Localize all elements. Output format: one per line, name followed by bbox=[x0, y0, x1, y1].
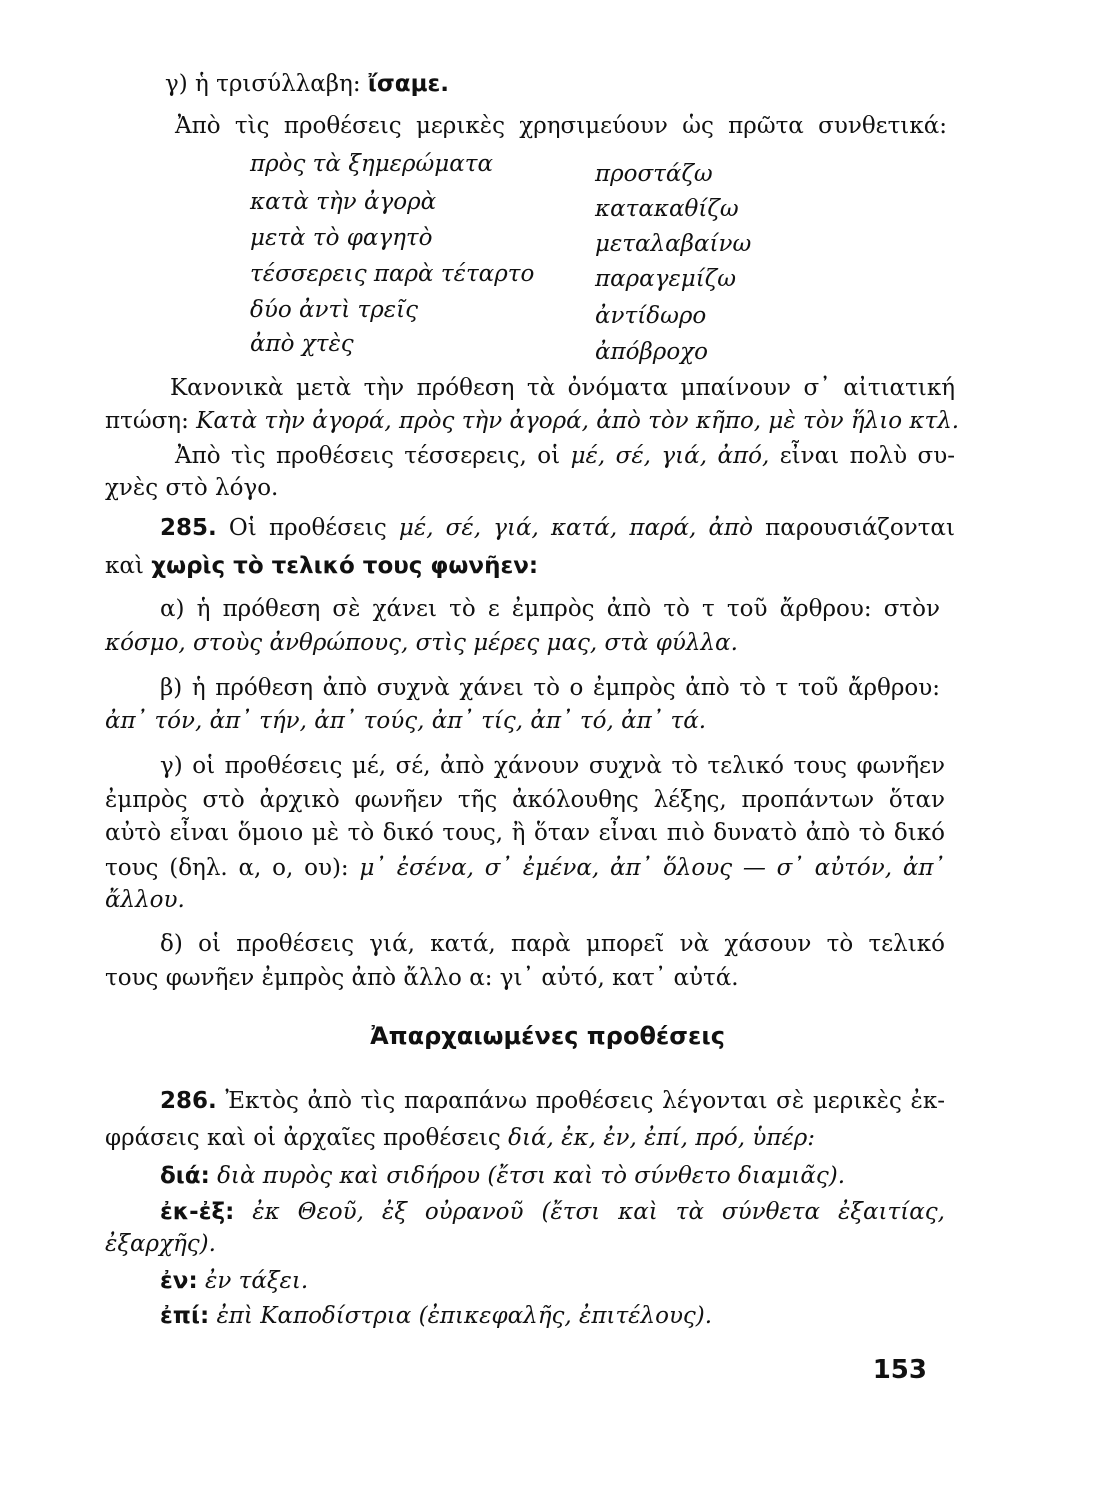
paragraph-285-line-1: 285. Οἱ προθέσεις μέ, σέ, γιά, κατά, παρά, ἀπὸ παρουσιάζονται bbox=[160, 515, 955, 541]
example-compound: ἀντίδωρο bbox=[595, 303, 707, 329]
example-compound: μεταλαβαίνω bbox=[595, 231, 752, 257]
page-number: 153 bbox=[872, 1355, 927, 1385]
example-compound: προστάζω bbox=[595, 161, 713, 187]
rule-c-line-4: τους (δηλ. α, ο, ου): μ᾿ ἐσένα, σ᾿ ἐμένα, ἀπ᾿ ὅλους — σ᾿ αὐτόν, ἀπ᾿ bbox=[105, 855, 946, 881]
rule-c-line-5: ἄλλου. bbox=[105, 887, 185, 913]
example-phrase: πρὸς τὰ ξημερώματα bbox=[250, 151, 493, 177]
rule-b-line-2: ἀπ᾿ τόν, ἀπ᾿ τήν, ἀπ᾿ τούς, ἀπ᾿ τίς, ἀπ᾿ τό, ἀπ᾿ τά. bbox=[105, 708, 707, 734]
example-phrase: τέσσερεις παρὰ τέταρτο bbox=[250, 261, 535, 287]
entry-en: ἐν: ἐν τάξει. bbox=[160, 1268, 309, 1294]
paragraph-286-line-1: 286. Ἐκτὸς ἀπὸ τὶς παραπάνω προθέσεις λέγονται σὲ μερικὲς ἐκ- bbox=[160, 1088, 945, 1114]
rule-c-line-2: ἐμπρὸς στὸ ἀρχικὸ φωνῆεν τῆς ἀκόλουθης λέξης, προπάντων ὅταν bbox=[105, 787, 945, 813]
line-ptosi: πτώση: Κατὰ τὴν ἀγορά, πρὸς τὴν ἀγορά, ἀπὸ τὸν κῆπο, μὲ τὸν ἥλιο κτλ. bbox=[105, 408, 960, 434]
line-four-prepositions: Ἀπὸ τὶς προθέσεις τέσσερεις, οἱ μέ, σέ, γιά, ἀπό, εἶναι πολὺ συ- bbox=[175, 443, 956, 469]
example-phrase: μετὰ τὸ φαγητὸ bbox=[250, 225, 433, 251]
line-compounds-intro: Ἀπὸ τὶς προθέσεις μερικὲς χρησιμεύουν ὡς πρῶτα συνθετικά: bbox=[175, 113, 947, 139]
example-compound: ἀπόβροχο bbox=[595, 339, 708, 365]
line-accusative: Κανονικὰ μετὰ τὴν πρόθεση τὰ ὀνόματα μπαίνουν σ᾿ αἰτιατική bbox=[170, 375, 955, 401]
section-heading: Ἀπαρχαιωμένες προθέσεις bbox=[370, 1022, 725, 1050]
rule-a-line-1: α) ἡ πρόθεση σὲ χάνει τὸ ε ἐμπρὸς ἀπὸ τὸ τ τοῦ ἄρθρου: στὸν bbox=[160, 596, 940, 622]
entry-dia: διά: διὰ πυρὸς καὶ σιδήρου (ἔτσι καὶ τὸ σύνθετο διαμιᾶς). bbox=[160, 1163, 846, 1189]
rule-c-line-1: γ) οἱ προθέσεις μέ, σέ, ἀπὸ χάνουν συχνὰ τὸ τελικό τους φωνῆεν bbox=[160, 753, 945, 779]
example-phrase: ἀπὸ χτὲς bbox=[250, 331, 354, 357]
line-trisyllable: γ) ἡ τρισύλλαβη: ἴσαμε. bbox=[165, 71, 450, 97]
entry-epi: ἐπί: ἐπὶ Καποδίστρια (ἐπικεφαλῆς, ἐπιτέλους). bbox=[160, 1303, 713, 1329]
example-phrase: κατὰ τὴν ἀγορὰ bbox=[250, 189, 437, 215]
rule-c-line-3: αὐτὸ εἶναι ὅμοιο μὲ τὸ δικό τους, ἢ ὅταν εἶναι πιὸ δυνατὸ ἀπὸ τὸ δικό bbox=[105, 820, 945, 846]
rule-d-line-2: τους φωνῆεν ἐμπρὸς ἀπὸ ἄλλο α: γι᾿ αὐτό, κατ᾿ αὐτά. bbox=[105, 965, 739, 991]
line-logo: χνὲς στὸ λόγο. bbox=[105, 475, 279, 501]
example-phrase: δύο ἀντὶ τρεῖς bbox=[250, 297, 419, 323]
example-compound: κατακαθίζω bbox=[595, 196, 739, 222]
rule-d-line-1: δ) οἱ προθέσεις γιά, κατά, παρὰ μπορεῖ νὰ χάσουν τὸ τελικό bbox=[160, 931, 945, 957]
entry-ek: ἐκ-ἐξ: ἐκ Θεοῦ, ἐξ οὐρανοῦ (ἔτσι καὶ τὰ σύνθετα ἐξαιτίας, bbox=[160, 1199, 945, 1225]
paragraph-286-line-2: φράσεις καὶ οἱ ἀρχαῖες προθέσεις διά, ἐκ, ἐν, ἐπί, πρό, ὑπέρ: bbox=[105, 1125, 816, 1151]
rule-b-line-1: β) ἡ πρόθεση ἀπὸ συχνὰ χάνει τὸ ο ἐμπρὸς ἀπὸ τὸ τ τοῦ ἄρθρου: bbox=[160, 675, 940, 701]
entry-ek-line-2: ἐξαρχῆς). bbox=[105, 1231, 216, 1257]
rule-a-line-2: κόσμο, στοὺς ἀνθρώπους, στὶς μέρες μας, στὰ φύλλα. bbox=[105, 630, 738, 656]
example-compound: παραγεμίζω bbox=[595, 266, 736, 292]
paragraph-285-line-2: καὶ χωρὶς τὸ τελικό τους φωνῆεν: bbox=[105, 553, 539, 579]
